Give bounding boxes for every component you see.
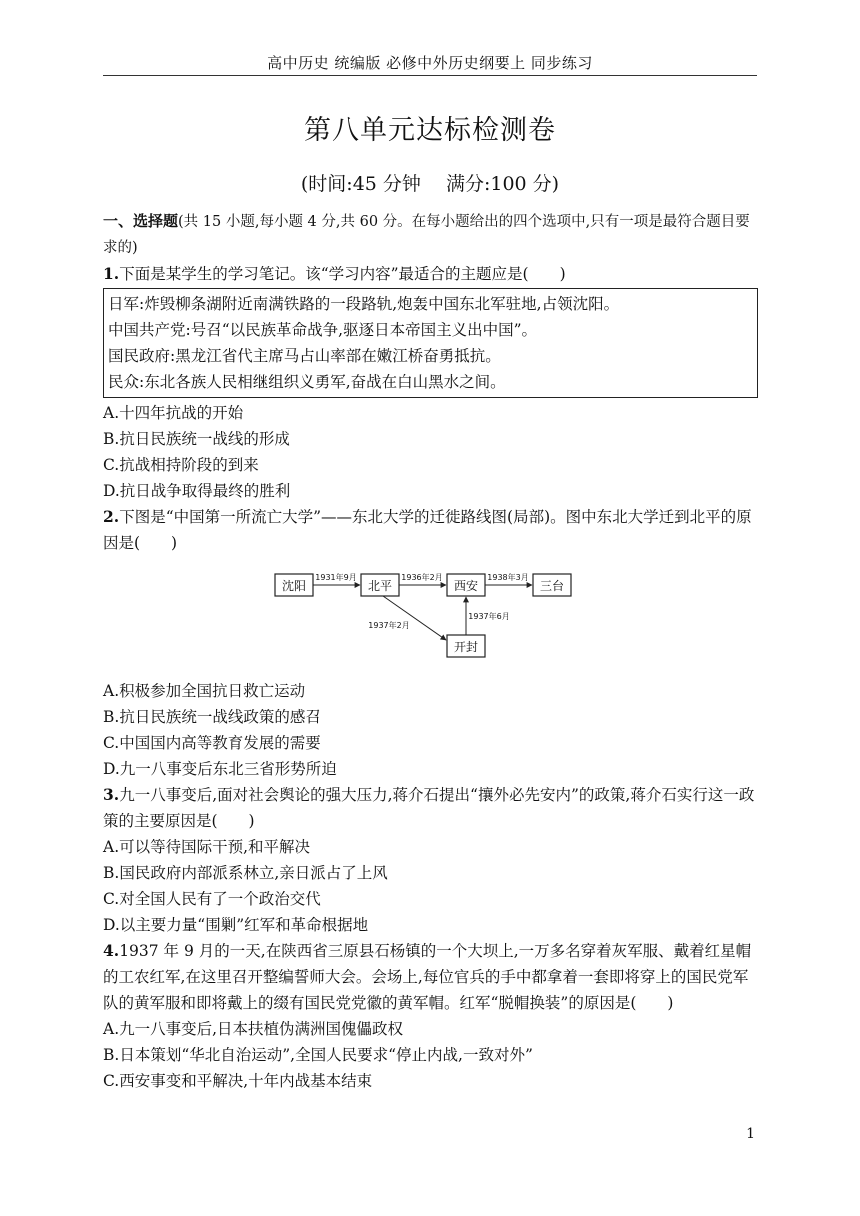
question-text: 九一八事变后,面对社会舆论的强大压力,蒋介石提出“攘外必先安内”的政策,蒋介石实行这一政策的主要原因是( ): [103, 786, 755, 830]
option-d: D.抗日战争取得最终的胜利: [103, 482, 291, 500]
node-label-shenyang: 沈阳: [281, 579, 306, 593]
option-c: C.西安事变和平解决,十年内战基本结束: [103, 1072, 373, 1090]
node-label-santai: 三台: [539, 579, 564, 593]
page-header: 高中历史 统编版 必修中外历史纲要上 同步练习: [267, 54, 593, 72]
question-stem: [103, 782, 758, 834]
option-b: B.国民政府内部派系林立,亲日派占了上风: [103, 864, 388, 882]
route-svg: [271, 564, 591, 660]
edge-label: 1936年2月: [400, 573, 443, 582]
section-heading: 一、选择题: [103, 212, 179, 230]
question-number: 3.: [103, 785, 120, 804]
option-a: A.九一八事变后,日本扶植伪满洲国傀儡政权: [103, 1020, 404, 1038]
migration-route-diagram: [103, 564, 758, 660]
page-number: 1: [746, 1126, 755, 1142]
option-d: D.九一八事变后东北三省形势所迫: [103, 760, 337, 778]
question-stem: [103, 938, 758, 1016]
option-b: B.抗日民族统一战线的形成: [103, 430, 290, 448]
edge-label: 1931年9月: [314, 573, 357, 582]
page-title: 第八单元达标检测卷: [304, 115, 556, 146]
edge-label: 1938年3月: [486, 573, 529, 582]
question-4: [103, 938, 758, 1094]
option-c: C.抗战相持阶段的到来: [103, 456, 259, 474]
exam-info: (时间:45 分钟 满分:100 分): [300, 173, 560, 195]
node-label-beiping: 北平: [367, 579, 392, 593]
exam-content: [103, 208, 758, 1094]
option-a: A.可以等待国际干预,和平解决: [103, 838, 311, 856]
node-label-kaifeng: 开封: [453, 640, 478, 654]
edge-label: 1937年6月: [467, 612, 510, 621]
question-number: 2.: [103, 507, 120, 526]
option-c: C.对全国人民有了一个政治交代: [103, 890, 321, 908]
question-text: 1937 年 9 月的一天,在陕西省三原县石杨镇的一个大坝上,一万多名穿着灰军服、戴着红星帽的工农红军,在这里召开整编誓师大会。会场上,每位官兵的手中都拿着一套即将穿上的国民党军队的黄军服和即将戴上的缀有国民党党徽的黄军帽。红军“脱帽换装”的原因是( ): [103, 942, 752, 1012]
section-instruction: (共 15 小题,每小题 4 分,共 60 分。在每小题给出的四个选项中,只有一项是最符合题目要求的): [103, 214, 750, 256]
question-text: 下图是“中国第一所流亡大学”——东北大学的迁徙路线图(局部)。图中东北大学迁到北平的原因是( ): [103, 508, 752, 552]
question-3: [103, 782, 758, 938]
node-label-xian: 西安: [453, 579, 478, 593]
option-b: B.抗日民族统一战线政策的感召: [103, 708, 321, 726]
edge-label: 1937年2月: [367, 621, 410, 630]
section-header: [103, 208, 758, 261]
question-number: 1.: [103, 264, 120, 283]
note-line: 日军:炸毁柳条湖附近南满铁路的一段路轨,炮轰中国东北军驻地,占领沈阳。: [108, 295, 620, 313]
question-2: [103, 504, 758, 782]
option-a: A.十四年抗战的开始: [103, 404, 244, 422]
header-rule: [103, 75, 757, 76]
option-d: D.以主要力量“围剿”红军和革命根据地: [103, 916, 369, 934]
note-line: 中国共产党:号召“以民族革命战争,驱逐日本帝国主义出中国”。: [108, 321, 537, 339]
option-b: B.日本策划“华北自治运动”,全国人民要求“停止内战,一致对外”: [103, 1046, 533, 1064]
study-notes-box: [103, 288, 758, 398]
question-text: 下面是某学生的学习笔记。该“学习内容”最适合的主题应是( ): [119, 265, 566, 283]
question-1: [103, 261, 758, 504]
question-stem: [103, 504, 758, 556]
option-c: C.中国国内高等教育发展的需要: [103, 734, 321, 752]
note-line: 民众:东北各族人民相继组织义勇军,奋战在白山黑水之间。: [108, 373, 506, 391]
question-number: 4.: [103, 941, 120, 960]
question-stem: [103, 261, 758, 287]
note-line: 国民政府:黑龙江省代主席马占山率部在嫩江桥奋勇抵抗。: [108, 347, 501, 365]
option-a: A.积极参加全国抗日救亡运动: [103, 682, 306, 700]
edge-beiping-kaifeng: [383, 596, 446, 640]
